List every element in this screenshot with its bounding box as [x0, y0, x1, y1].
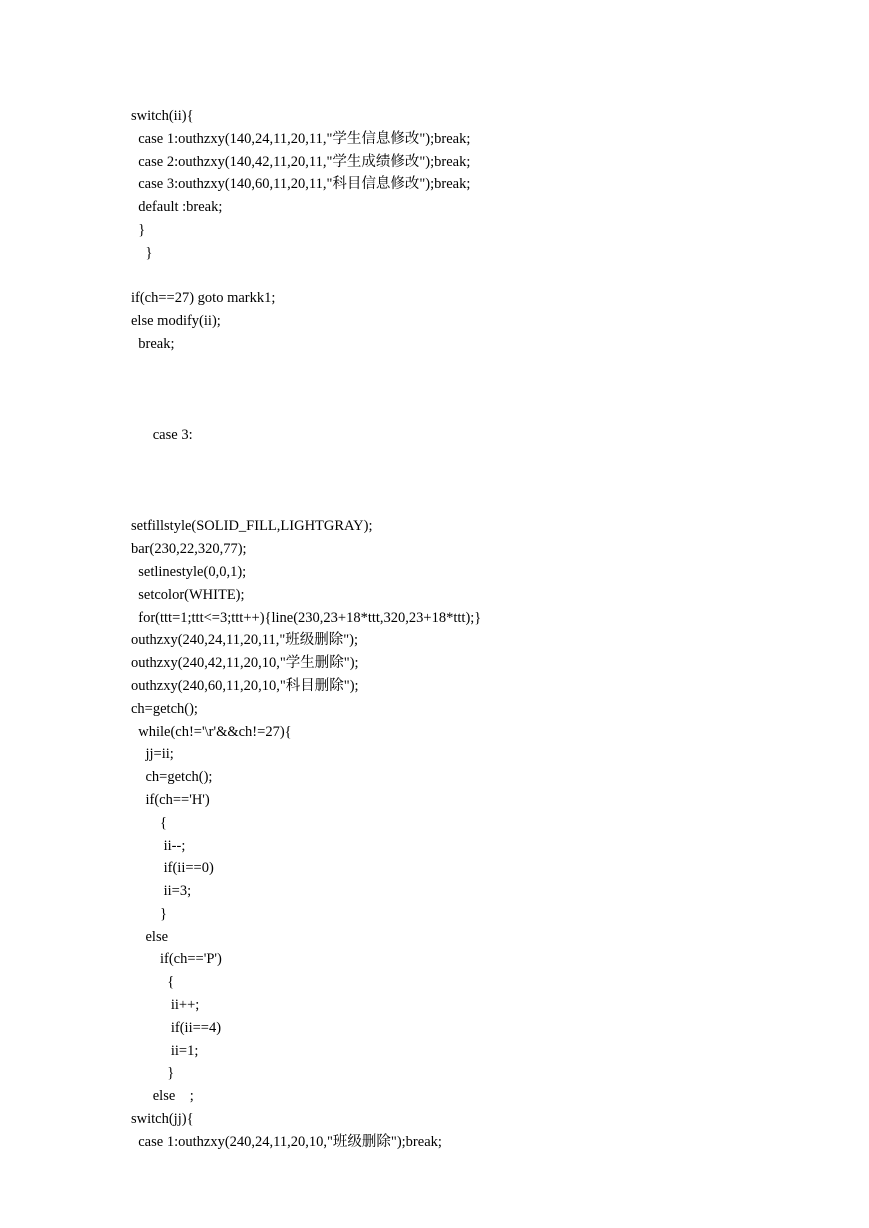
- code-line: default :break;: [131, 199, 223, 216]
- code-line: if(ch=='H'): [131, 791, 210, 808]
- code-line: [131, 356, 831, 379]
- code-line: while(ch!='\r'&&ch!=27){: [131, 723, 292, 740]
- code-line: else: [131, 928, 169, 945]
- code-line: [131, 447, 831, 470]
- code-line: [131, 470, 831, 493]
- code-line: setcolor(WHITE);: [131, 586, 245, 603]
- code-line: else ;: [131, 1088, 194, 1105]
- code-line: }: [131, 244, 153, 261]
- code-line: outhzxy(240,60,11,20,10,"科目删除");: [131, 677, 359, 694]
- code-line: switch(ii){: [131, 108, 194, 124]
- code-line: case 3:: [131, 427, 193, 444]
- code-line: ii=3;: [131, 883, 192, 900]
- code-line: }: [131, 905, 167, 922]
- code-line: ii=1;: [131, 1042, 199, 1059]
- code-line: case 1:outhzxy(240,24,11,20,10,"班级删除");break;: [131, 1133, 442, 1150]
- code-listing: [131, 105, 831, 1154]
- code-line: break;: [131, 335, 175, 352]
- code-line: ch=getch();: [131, 700, 198, 717]
- code-line: {: [131, 814, 167, 831]
- code-line: [131, 379, 831, 402]
- code-line: jj=ii;: [131, 746, 174, 763]
- code-line: if(ch==27) goto markk1;: [131, 290, 276, 307]
- code-line: bar(230,22,320,77);: [131, 541, 247, 558]
- code-line: }: [131, 221, 146, 238]
- code-line: outhzxy(240,42,11,20,10,"学生删除");: [131, 655, 359, 672]
- code-line: if(ii==4): [131, 1019, 222, 1036]
- code-line: if(ch=='P'): [131, 951, 222, 968]
- code-line: ii++;: [131, 997, 200, 1014]
- code-line: case 2:outhzxy(140,42,11,20,11,"学生成绩修改");break;: [131, 153, 471, 170]
- code-line: {: [131, 974, 175, 991]
- code-line: }: [131, 1065, 175, 1082]
- code-line: [131, 493, 831, 516]
- code-line: setfillstyle(SOLID_FILL,LIGHTGRAY);: [131, 518, 373, 535]
- code-line: setlinestyle(0,0,1);: [131, 563, 247, 580]
- code-line: if(ii==0): [131, 860, 214, 877]
- code-line: [131, 401, 831, 424]
- code-line: for(ttt=1;ttt<=3;ttt++){line(230,23+18*ttt,320,23+18*ttt);}: [131, 609, 482, 626]
- code-line: outhzxy(240,24,11,20,11,"班级删除");: [131, 632, 359, 649]
- code-line: ii--;: [131, 837, 186, 854]
- code-line: switch(jj){: [131, 1111, 194, 1128]
- code-line: case 3:outhzxy(140,60,11,20,11,"科目信息修改");break;: [131, 176, 471, 193]
- code-line: case 1:outhzxy(140,24,11,20,11,"学生信息修改");break;: [131, 130, 471, 147]
- code-line: else modify(ii);: [131, 313, 221, 330]
- code-line: ch=getch();: [131, 769, 213, 786]
- code-line: [131, 265, 831, 288]
